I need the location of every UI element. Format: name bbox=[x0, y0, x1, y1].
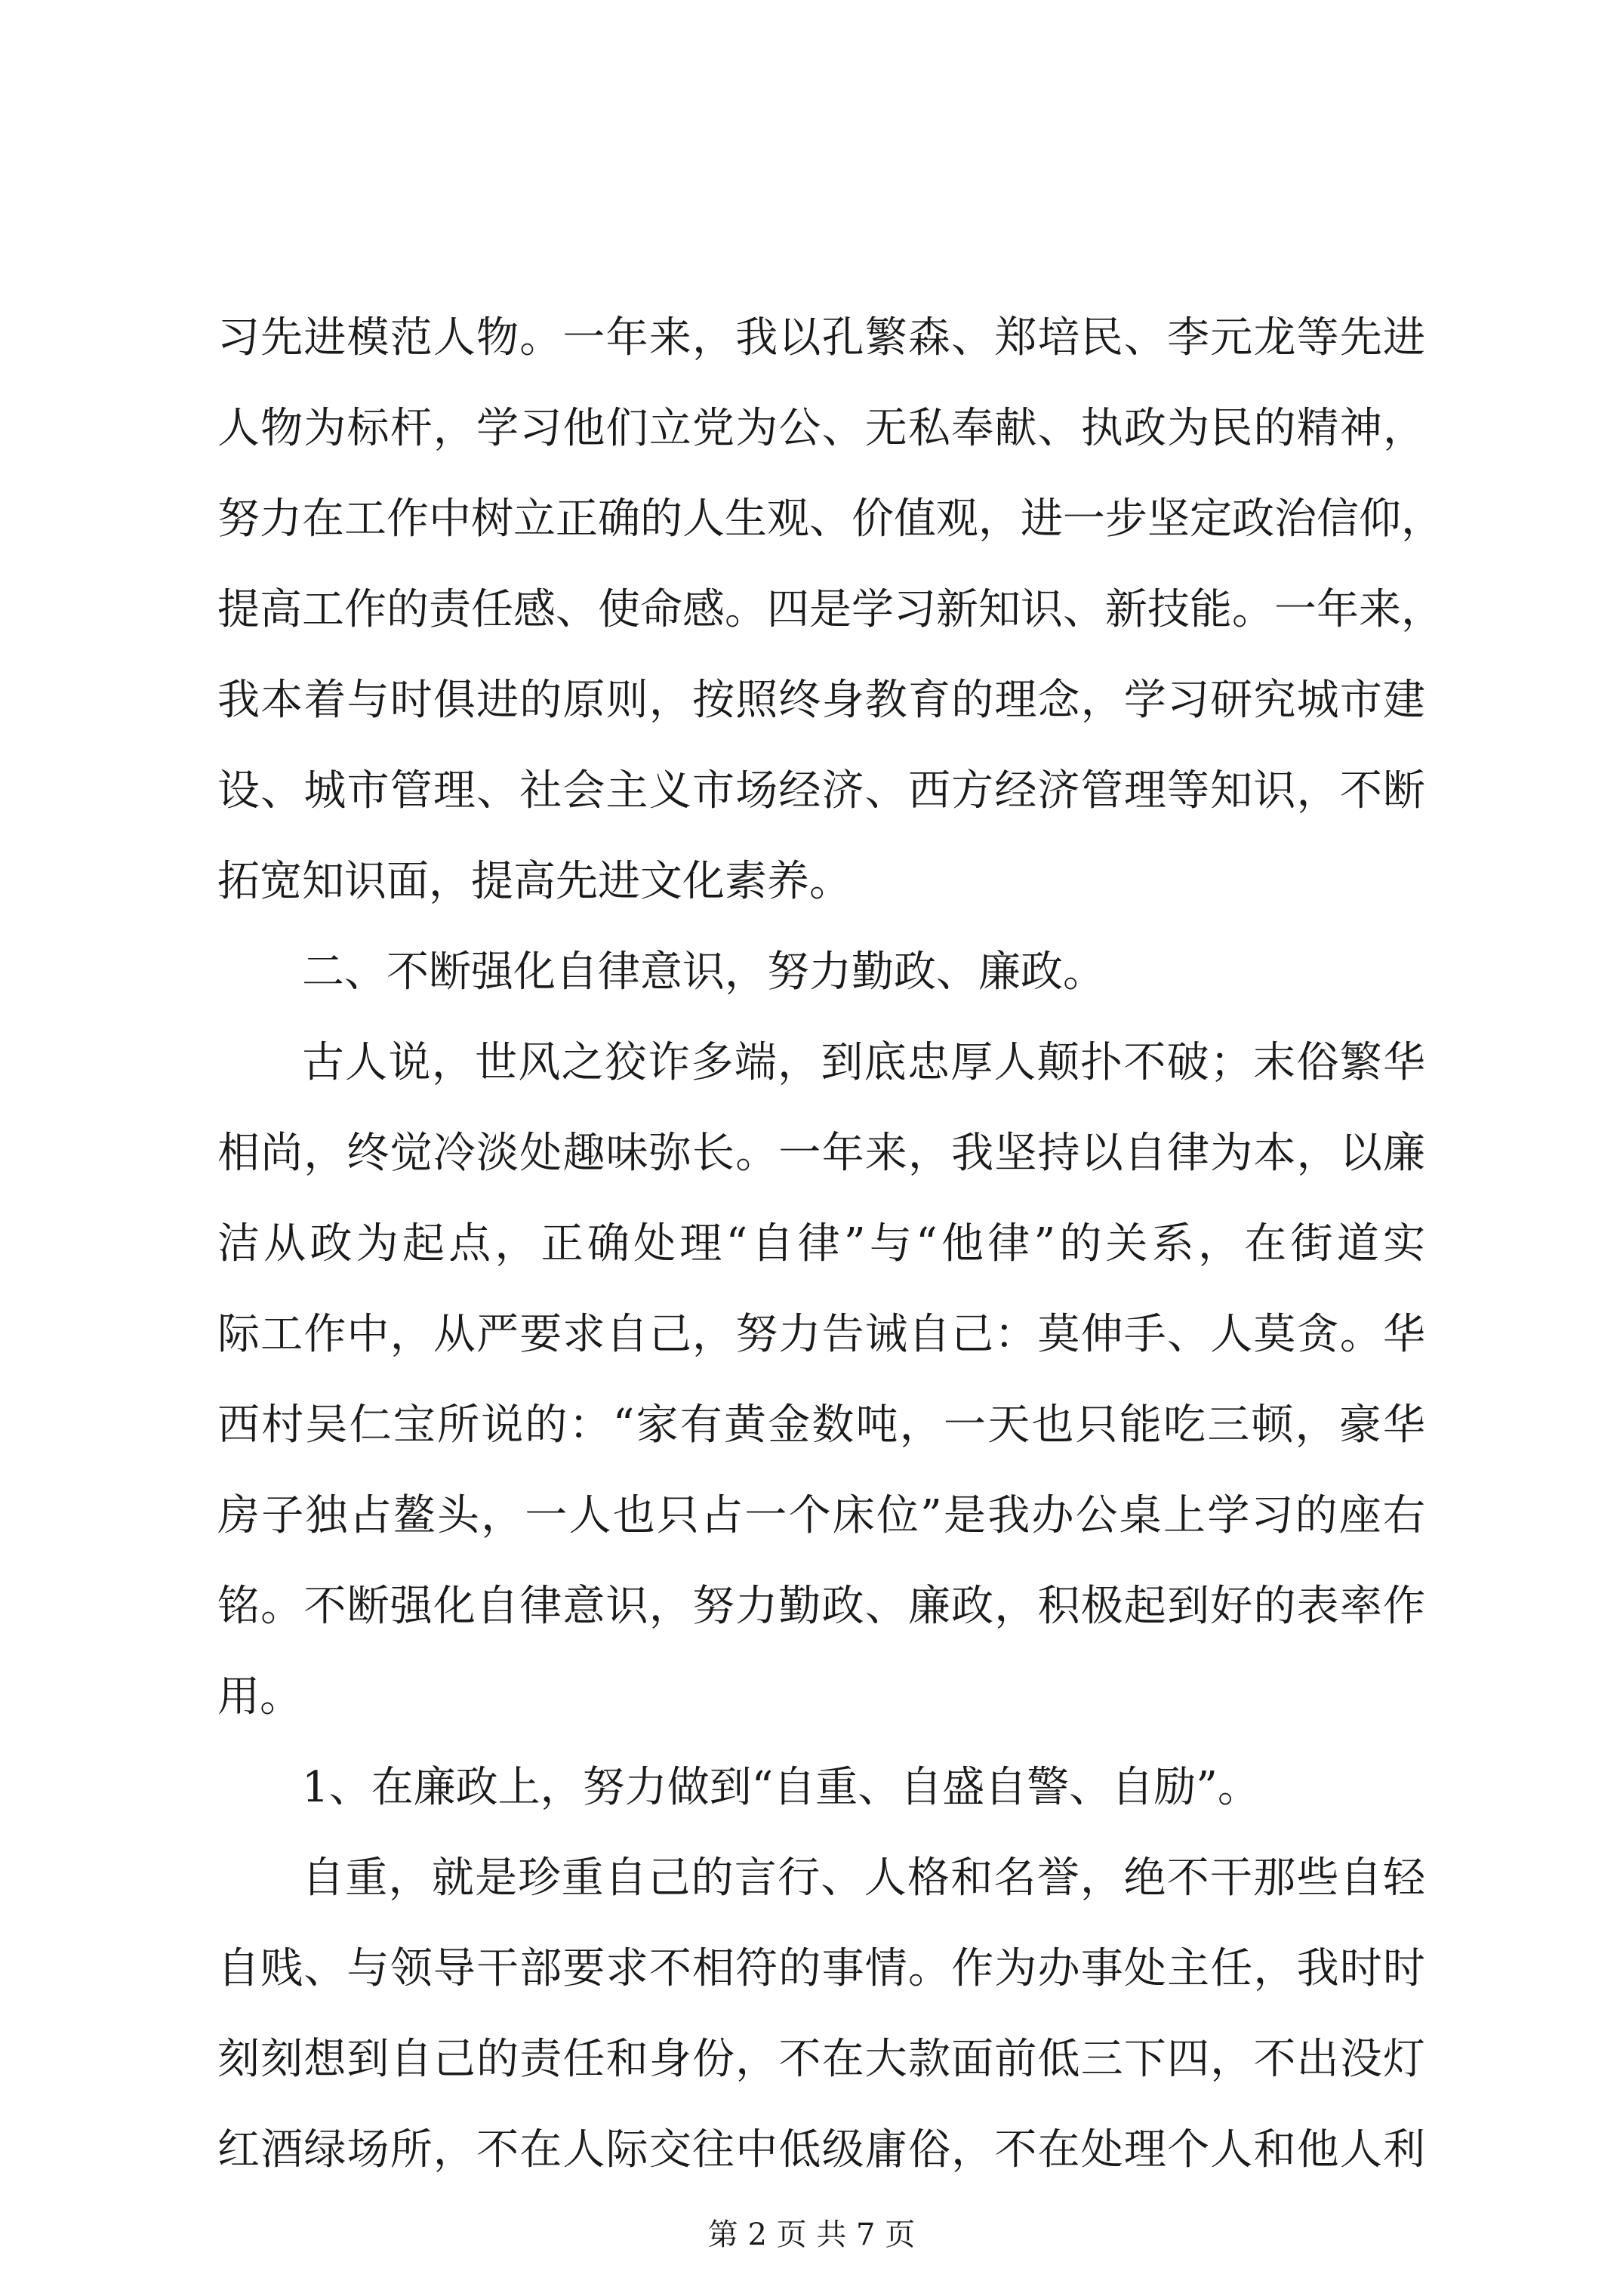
text-line: 红酒绿场所，不在人际交往中低级庸俗，不在处理个人和他人利 bbox=[217, 2125, 1425, 2174]
text-line: 提高工作的责任感、使命感。四是学习新知识、新技能。一年来， bbox=[217, 585, 1443, 634]
text-line: 自重，就是珍重自己的言行、人格和名誉，绝不干那些自轻 bbox=[302, 1854, 1425, 1903]
text-line: 刻刻想到自己的责任和身份，不在大款面前低三下四，不出没灯 bbox=[217, 2035, 1425, 2084]
text-line: 际工作中，从严要求自己，努力告诫自己：莫伸手、人莫贪。华 bbox=[217, 1310, 1425, 1359]
page-footer: 第 2 页 共 7 页 bbox=[707, 2217, 916, 2252]
text-line: 我本着与时俱进的原则，按照终身教育的理念，学习研究城市建 bbox=[217, 676, 1425, 725]
text-line: 西村吴仁宝所说的：“家有黄金数吨，一天也只能吃三顿，豪华 bbox=[217, 1401, 1425, 1450]
text-line: 房子独占鳌头，一人也只占一个床位”是我办公桌上学习的座右 bbox=[217, 1491, 1425, 1540]
section-heading: 二、不断强化自律意识，努力勤政、廉政。 bbox=[302, 948, 1105, 997]
text-line: 洁从政为起点，正确处理“自律”与“他律”的关系，在街道实 bbox=[217, 1219, 1425, 1268]
text-line: 用。 bbox=[217, 1672, 302, 1721]
text-line: 古人说，世风之狡诈多端，到底忠厚人颠扑不破；末俗繁华 bbox=[302, 1038, 1425, 1087]
text-line: 习先进模范人物。一年来，我以孔繁森、郑培民、李元龙等先进 bbox=[217, 313, 1425, 362]
text-line: 拓宽知识面，提高先进文化素养。 bbox=[217, 857, 852, 906]
text-line: 相尚，终觉冷淡处趣味弥长。一年来，我坚持以自律为本，以廉 bbox=[217, 1129, 1425, 1178]
text-line: 设、城市管理、社会主义市场经济、西方经济管理等知识，不断 bbox=[217, 766, 1425, 815]
text-line: 人物为标杆，学习他们立党为公、无私奉献、执政为民的精神， bbox=[217, 404, 1425, 453]
text-line: 自贱、与领导干部要求不相符的事情。作为办事处主任，我时时 bbox=[217, 1944, 1425, 1993]
subsection-heading: 1、在廉政上，努力做到“自重、自盛自警、自励”。 bbox=[302, 1763, 1260, 1812]
text-line: 铭。不断强化自律意识，努力勤政、廉政，积极起到好的表率作 bbox=[217, 1582, 1425, 1631]
text-line: 努力在工作中树立正确的人生观、价值观，进一步坚定政治信仰， bbox=[217, 495, 1443, 544]
